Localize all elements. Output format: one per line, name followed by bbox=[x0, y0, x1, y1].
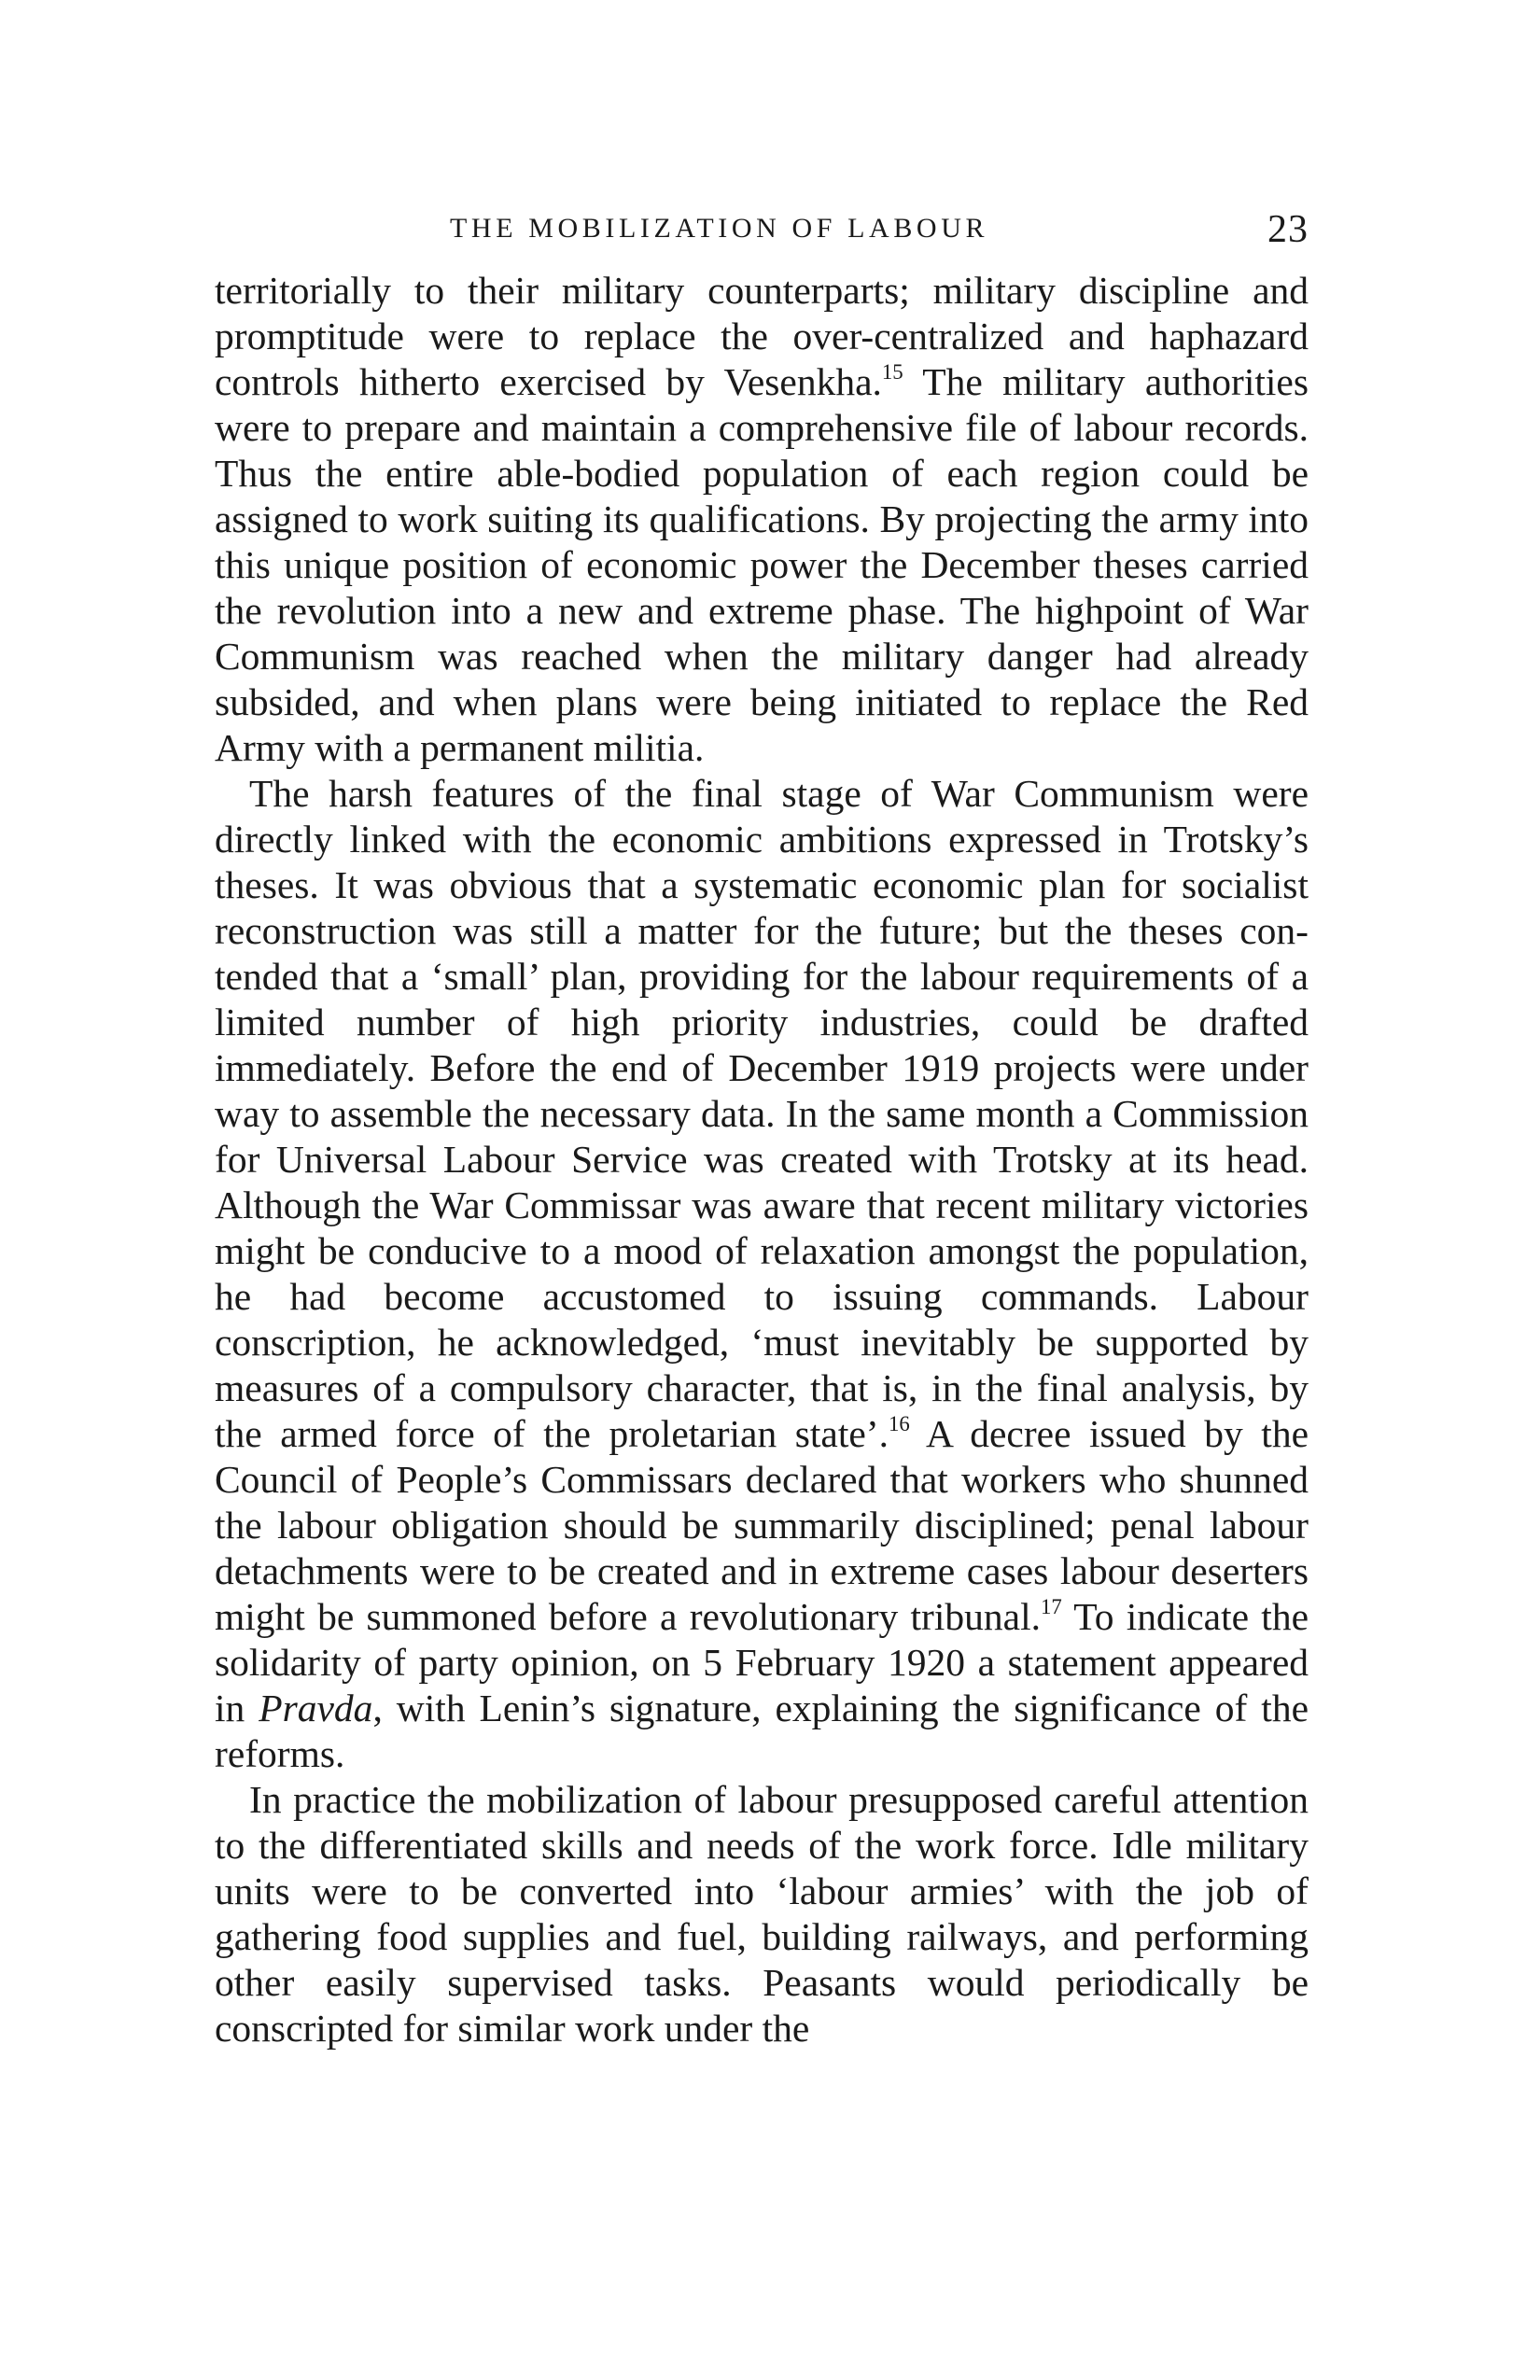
newspaper-title: Pravda bbox=[259, 1687, 373, 1729]
paragraph-3 bbox=[215, 1777, 1309, 2051]
footnote-ref-15: 15 bbox=[881, 359, 903, 384]
footnote-ref-17: 17 bbox=[1040, 1594, 1062, 1618]
text-run: In practice the mobilization of labour presupposed careful attention to the differentiated skills and needs of the work force. Idle military units were to be converted into ‘labour armies’ with the job of gathering food supplies and fuel, building railways, and performing other easily supervised tasks. Peasants would periodically be conscripted for similar work under the bbox=[215, 1778, 1309, 2050]
text-run: To indicate the solidarity of party opinion, on 5 February 1920 a statement appeared in bbox=[215, 1595, 1309, 1729]
paragraph-2 bbox=[215, 771, 1309, 1777]
text-run: The military authorities were to prepare and maintain a comprehensive file of labour records. Thus the entire able-bodied population of each region could be assigned to work suiting its qualifications. By projecting the army into this unique position of economic power the December theses carried the revolution into a new and extreme phase. The highpoint of War Communism was reached when the military danger had already subsided, and when plans were being initiated to replace the Red Army with a permanent militia. bbox=[215, 360, 1309, 769]
running-head: THE MOBILIZATION OF LABOUR bbox=[450, 213, 989, 244]
page-number: 23 bbox=[1267, 208, 1309, 251]
footnote-ref-16: 16 bbox=[889, 1411, 910, 1435]
text-run: territorially to their military counterparts; military discipline and promptitude were to replace the over-centralized and haphazard controls hitherto exercised by Vesenkha. bbox=[215, 269, 1309, 403]
text-run: The harsh features of the final stage of War Communism were directly linked with the economic ambitions expressed in Trotsky’s theses. It was obvious that a systematic economic plan for socialist reconstruction was still a matter for the future; but the theses contended that a ‘small’ plan, providing for the labour requirements of a limited number of high priority industries, could be drafted immediately. Before the end of December 1919 projects were under way to assemble the necessary data. In the same month a Commission for Universal Labour Service was created with Trotsky at its head. Although the War Commissar was aware that recent military victories might be conducive to a mood of relaxation amongst the population, he had become accustomed to issuing commands. Labour conscription, he acknowledged, ‘must inevitably be supported by measures of a compulsory character, that is, in the final analysis, by the armed force of the proletarian state’. bbox=[215, 772, 1309, 1455]
text-run: A decree issued by the Council of People’s Commissars declared that workers who shunned the labour obligation should be summarily disciplined; penal labour detachments were to be created and in extreme cases labour deserters might be summoned before a revolutionary tribunal. bbox=[215, 1412, 1309, 1638]
paragraph-1 bbox=[215, 268, 1309, 771]
text-run: , with Lenin’s signature, explaining the significance of the reforms. bbox=[215, 1687, 1309, 1775]
body-text bbox=[215, 268, 1309, 2051]
page-header bbox=[215, 208, 1309, 259]
